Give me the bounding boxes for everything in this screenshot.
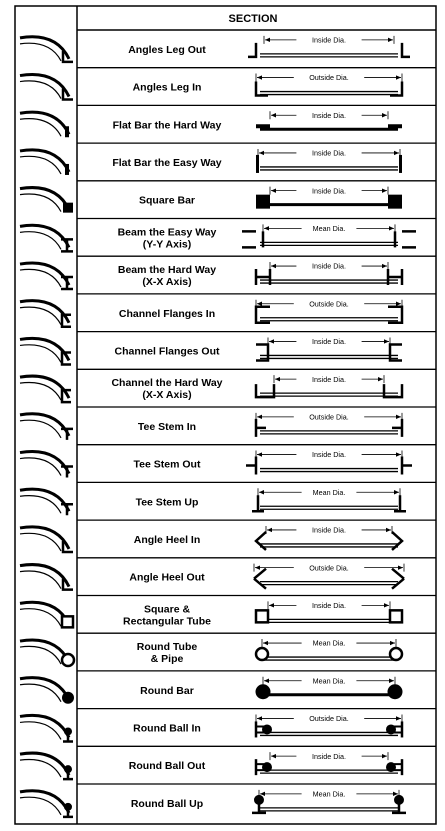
dimension-label: Inside Dia. xyxy=(312,374,346,384)
bend-name: Channel Flanges Out xyxy=(114,345,220,358)
bend-edge xyxy=(20,345,61,363)
end-profile xyxy=(395,231,416,247)
square-tube-section xyxy=(256,601,402,622)
bent-angle-icon xyxy=(20,565,73,590)
bend-edge xyxy=(20,722,61,740)
square-bar-section xyxy=(256,186,402,208)
end-face xyxy=(62,692,74,704)
bend-name-line2: & Pipe xyxy=(150,653,184,666)
arrow-head xyxy=(271,754,276,758)
bent-tee-icon xyxy=(20,489,73,515)
table-row xyxy=(20,407,436,440)
dimension-label: Inside Dia. xyxy=(312,600,346,610)
bent-channel-icon xyxy=(20,376,71,402)
table-row xyxy=(20,68,436,100)
table-row xyxy=(20,596,436,628)
end-profile xyxy=(246,457,256,475)
bend-name: Channel the Hard Way xyxy=(111,377,223,390)
arrow-head xyxy=(257,452,262,456)
table-row xyxy=(20,369,436,402)
arrow-head xyxy=(384,603,389,607)
bend-name-line2: Rectangular Tube xyxy=(123,615,211,628)
table-row xyxy=(20,709,436,742)
dimension-label: Mean Dia. xyxy=(312,676,346,686)
end-profile xyxy=(399,155,402,173)
round-tube-section xyxy=(256,639,402,660)
arrow-head xyxy=(396,415,401,419)
bend-name-line2: (X-X Axis) xyxy=(142,276,192,289)
end-face xyxy=(63,203,73,213)
bend-edge xyxy=(20,263,69,285)
end-profile xyxy=(262,724,272,734)
end-profile xyxy=(256,195,270,209)
table-row xyxy=(20,294,436,327)
end-profile xyxy=(388,684,403,699)
dimension-label: Inside Dia. xyxy=(312,751,346,761)
bend-name: Angle Heel In xyxy=(133,533,201,546)
bend-name: Flat Bar the Hard Way xyxy=(112,119,222,132)
bent-channel-icon xyxy=(20,338,71,364)
bend-name: Tee Stem In xyxy=(137,420,197,433)
table-row xyxy=(20,482,436,515)
arrow-head xyxy=(396,716,401,720)
end-face xyxy=(61,467,73,478)
dimension-label: Mean Dia. xyxy=(312,638,346,648)
bend-name: Square & xyxy=(143,603,191,616)
end-face xyxy=(62,616,73,627)
dimension-label: Inside Dia. xyxy=(312,110,346,120)
channel-flanges-out-section xyxy=(256,337,402,360)
bend-edge xyxy=(20,156,61,174)
bent-rail-icon xyxy=(20,791,73,817)
end-profile xyxy=(384,384,402,397)
arrow-head xyxy=(396,452,401,456)
arrow-head xyxy=(382,264,387,268)
dimension-label: Outside Dia. xyxy=(309,73,349,83)
table-row xyxy=(20,520,436,552)
end-profile xyxy=(402,43,410,57)
end-profile xyxy=(262,762,272,772)
bend-edge xyxy=(20,715,69,737)
bent-channel-icon xyxy=(20,301,71,327)
bent-rail-icon xyxy=(20,715,73,741)
table-row xyxy=(20,558,436,590)
bend-edge xyxy=(20,496,61,514)
section-header: SECTION xyxy=(228,13,278,25)
flat-bar-hard-section xyxy=(256,111,402,129)
dimension-label: Outside Dia. xyxy=(309,299,349,309)
arrow-head xyxy=(257,302,262,306)
bend-name: Angles Leg Out xyxy=(128,43,206,56)
bend-edge xyxy=(20,74,69,96)
bend-name: Angles Leg In xyxy=(132,81,202,94)
bent-flat-bar-icon xyxy=(20,112,69,137)
dimension-label: Inside Dia. xyxy=(312,148,346,158)
end-face xyxy=(65,164,69,175)
dimension-label: Inside Dia. xyxy=(312,450,346,460)
flat-bar-easy-section xyxy=(256,149,402,173)
tee-stem-out-section xyxy=(246,450,412,474)
arrow-head xyxy=(389,226,394,230)
dimension-label: Inside Dia. xyxy=(312,186,346,196)
beam-easy-section xyxy=(242,224,416,247)
bend-edge xyxy=(20,489,69,511)
bend-name: Tee Stem Out xyxy=(133,458,201,471)
round-ball-out-section xyxy=(256,752,402,775)
bent-square-bar-icon xyxy=(20,188,73,213)
arrow-head xyxy=(257,716,262,720)
dimension-label: Outside Dia. xyxy=(309,714,349,724)
bend-edge xyxy=(20,791,69,813)
arrow-head xyxy=(382,113,387,117)
bend-edge xyxy=(20,565,69,587)
end-profile xyxy=(254,569,266,589)
table-row xyxy=(20,332,436,365)
table-row xyxy=(20,746,436,779)
bend-name: Round Ball In xyxy=(133,722,201,735)
end-profile xyxy=(256,684,271,699)
bend-edge xyxy=(20,119,61,137)
bend-edge xyxy=(20,451,69,473)
arrow-head xyxy=(398,565,403,569)
bend-name-line2: (Y-Y Axis) xyxy=(142,238,192,251)
angle-leg-in-section xyxy=(256,73,402,95)
bend-edge xyxy=(20,609,61,627)
arrow-head xyxy=(396,302,401,306)
bend-edge xyxy=(20,112,69,134)
arrow-head xyxy=(378,377,383,381)
rows xyxy=(20,35,436,816)
arrow-head xyxy=(259,490,264,494)
bend-name: Channel Flanges In xyxy=(118,307,216,320)
arrow-head xyxy=(263,641,268,645)
table-row xyxy=(20,256,436,289)
end-profile xyxy=(392,569,404,589)
bend-edge xyxy=(20,571,61,589)
header-row xyxy=(229,13,278,25)
arrow-head xyxy=(275,377,280,381)
bent-angle-icon xyxy=(20,74,73,99)
end-profile xyxy=(386,724,396,734)
end-face xyxy=(64,803,72,811)
dimension-label: Mean Dia. xyxy=(312,487,346,497)
bend-edge xyxy=(20,797,61,815)
arrow-head xyxy=(264,226,269,230)
table-row xyxy=(20,35,410,61)
end-profile xyxy=(256,610,268,622)
bent-tee-icon xyxy=(20,451,73,477)
arrow-head xyxy=(382,188,387,192)
bent-flat-bar-icon xyxy=(20,150,69,175)
end-profile xyxy=(390,648,402,660)
bend-name: Flat Bar the Easy Way xyxy=(112,156,222,169)
dimension-label: Inside Dia. xyxy=(312,35,346,45)
bend-edge xyxy=(20,37,69,59)
arrow-head xyxy=(255,565,260,569)
arrow-head xyxy=(259,151,264,155)
bend-edge xyxy=(20,225,69,247)
arrow-head xyxy=(390,641,395,645)
bent-rail-icon xyxy=(20,753,73,779)
arrow-head xyxy=(264,679,269,683)
arrow-head xyxy=(271,188,276,192)
end-profile xyxy=(248,43,256,57)
bent-angle-icon xyxy=(20,37,73,62)
table-row xyxy=(20,671,436,704)
end-face xyxy=(61,239,73,251)
end-profile xyxy=(256,82,268,96)
bend-edge xyxy=(20,646,61,664)
bend-edge xyxy=(20,678,69,700)
bend-edge xyxy=(20,269,61,287)
end-profile xyxy=(390,82,402,96)
table-row xyxy=(20,633,436,666)
bend-edge xyxy=(20,150,69,172)
arrow-head xyxy=(257,415,262,419)
arrow-head xyxy=(269,603,274,607)
bend-edge xyxy=(20,458,61,476)
bend-edge xyxy=(20,194,61,212)
end-profile xyxy=(388,195,402,209)
table-row xyxy=(20,181,436,213)
round-ball-up-section xyxy=(252,789,406,812)
arrow-head xyxy=(269,339,274,343)
end-profile xyxy=(256,124,270,128)
bend-name: Angle Heel Out xyxy=(129,571,205,584)
arrow-head xyxy=(394,490,399,494)
end-profile xyxy=(256,155,259,173)
bent-square-tube-icon xyxy=(20,602,73,627)
angle-heel-in-section xyxy=(256,526,402,550)
bend-name: Round Ball Out xyxy=(128,760,206,773)
end-face xyxy=(64,727,72,735)
bent-beam-icon xyxy=(20,225,73,251)
bend-name: Square Bar xyxy=(138,194,196,207)
channel-hard-section xyxy=(256,375,402,397)
dimension-label: Inside Dia. xyxy=(312,261,346,271)
bend-name: Tee Stem Up xyxy=(135,496,199,509)
bend-edge xyxy=(20,81,61,99)
end-profile xyxy=(242,231,263,247)
bend-name-line2: (X-X Axis) xyxy=(142,389,192,402)
arrow-head xyxy=(389,679,394,683)
arrow-head xyxy=(386,528,391,532)
end-profile xyxy=(256,648,268,660)
beam-hard-section xyxy=(256,262,402,285)
end-profile xyxy=(388,124,402,128)
end-face xyxy=(61,504,73,515)
arrow-head xyxy=(396,75,401,79)
tee-stem-in-section xyxy=(256,412,402,436)
bent-angle-icon xyxy=(20,527,73,552)
end-profile xyxy=(394,795,404,805)
dimension-label: Outside Dia. xyxy=(309,563,349,573)
end-face xyxy=(61,429,73,440)
bend-name: Round Ball Up xyxy=(130,797,204,810)
angle-leg-out-section xyxy=(248,35,410,56)
table-row xyxy=(20,143,436,175)
round-bar-section xyxy=(256,676,403,699)
tee-stem-up-section xyxy=(252,488,406,511)
bend-name: Round Bar xyxy=(140,684,194,697)
dimension-label: Mean Dia. xyxy=(312,223,346,233)
arrow-head xyxy=(271,264,276,268)
arrow-head xyxy=(394,151,399,155)
bend-edge xyxy=(20,527,69,549)
round-ball-in-section xyxy=(256,714,402,737)
bend-edge xyxy=(20,414,69,436)
arrow-head xyxy=(384,339,389,343)
bend-edge xyxy=(20,420,61,438)
bent-tee-icon xyxy=(20,414,73,440)
end-face xyxy=(62,654,74,666)
table-row xyxy=(20,784,436,817)
bend-edge xyxy=(20,753,69,775)
arrow-head xyxy=(267,528,272,532)
bend-name: Beam the Hard Way xyxy=(117,264,217,277)
bend-edge xyxy=(20,760,61,778)
arrow-head xyxy=(265,38,270,42)
bend-edge xyxy=(20,684,61,702)
bend-edge xyxy=(20,533,61,551)
bend-name: Round Tube xyxy=(136,641,198,654)
channel-flanges-in-section xyxy=(256,299,402,322)
end-face xyxy=(61,277,73,289)
end-profile xyxy=(402,457,412,475)
bent-beam-icon xyxy=(20,263,73,289)
bend-name: Beam the Easy Way xyxy=(117,226,217,239)
angle-heel-out-section xyxy=(254,563,404,588)
end-face xyxy=(65,126,69,137)
arrow-head xyxy=(257,75,262,79)
end-profile xyxy=(254,795,264,805)
end-profile xyxy=(256,384,274,397)
bend-edge xyxy=(20,232,61,250)
table-row xyxy=(20,219,436,252)
table-row xyxy=(20,105,436,137)
arrow-head xyxy=(271,113,276,117)
bend-edge xyxy=(20,43,61,61)
bend-edge xyxy=(20,188,69,210)
table-row xyxy=(20,445,436,478)
arrow-head xyxy=(388,38,393,42)
end-face xyxy=(64,765,72,773)
dimension-label: Inside Dia. xyxy=(312,337,346,347)
bend-edge xyxy=(20,383,61,401)
end-profile xyxy=(386,762,396,772)
dimension-label: Outside Dia. xyxy=(309,412,349,422)
arrow-head xyxy=(382,754,387,758)
dimension-label: Mean Dia. xyxy=(312,789,346,799)
bend-edge xyxy=(20,307,61,325)
bent-round-bar-icon xyxy=(20,678,74,704)
dimension-label: Inside Dia. xyxy=(312,525,346,535)
end-profile xyxy=(390,610,402,622)
bent-round-tube-icon xyxy=(20,640,74,666)
